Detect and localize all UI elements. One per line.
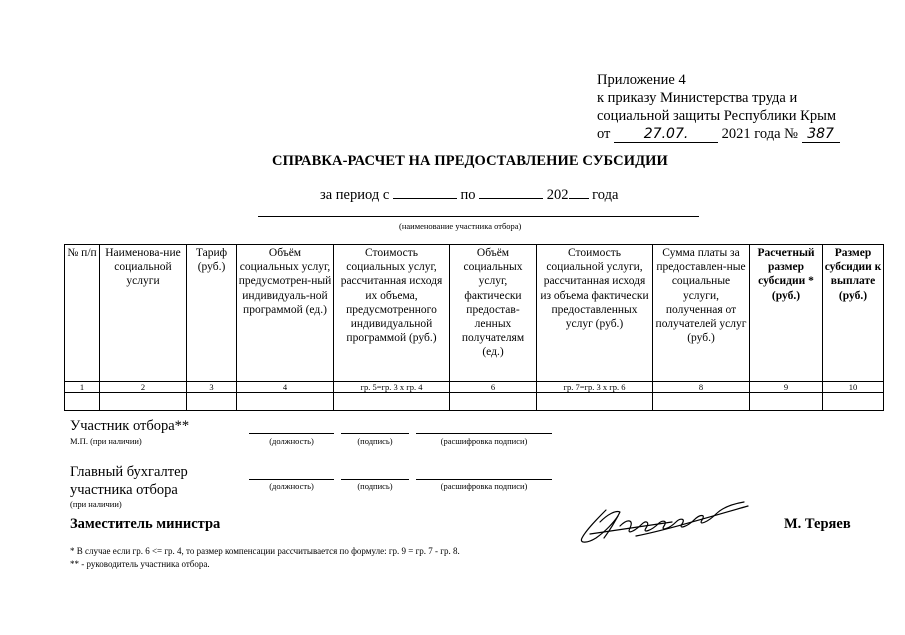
header-cell: Тариф (руб.) [187,245,237,382]
page-title: СПРАВКА-РАСЧЕТ НА ПРЕДОСТАВЛЕНИЕ СУБСИДИИ [272,153,668,169]
period-suffix: года [592,187,619,203]
accountant-position-caption: (должность) [269,481,314,491]
participant-mp: М.П. (при наличии) [70,436,142,446]
deputy-title: Заместитель министра [70,516,221,532]
participant-name-line-sig [416,433,552,434]
period-prefix: за период с [320,187,390,203]
appendix-line-2: к приказу Министерства труда и [597,90,798,106]
participant-position-line [249,433,334,434]
header-cell: Наименова-ние социальной услуги [100,245,187,382]
appendix-year-text: 2021 года № [721,126,798,142]
accountant-label-1: Главный бухгалтер [70,464,188,480]
participant-signature-caption: (подпись) [357,436,393,446]
number-cell: 1 [65,382,100,393]
period-year-blank [569,186,589,199]
appendix-date-value: 27.07. [614,127,718,143]
empty-cell [653,393,750,411]
period-to-blank [479,186,543,199]
empty-cell [237,393,334,411]
footnote-2: ** - руководитель участника отбора. [70,559,210,569]
empty-cell [537,393,653,411]
number-cell: гр. 7=гр. 3 х гр. 6 [537,382,653,393]
appendix-line-4 [597,125,840,144]
accountant-position-line [249,479,334,480]
appendix-from-label: от [597,126,611,142]
number-cell: гр. 5=гр. 3 х гр. 4 [334,382,450,393]
accountant-label-2: участника отбора [70,482,178,498]
participant-fullname-caption: (расшифровка подписи) [440,436,528,446]
handwritten-signature [576,496,752,548]
deputy-name: М. Теряев [784,516,851,532]
header-cell: Объём социальных услуг, предусмотрен-ный индивидуаль-ной программой (ед.) [237,245,334,382]
number-cell: 2 [100,382,187,393]
accountant-name-line [416,479,552,480]
table-number-row [65,382,884,393]
appendix-line-1: Приложение 4 [597,72,686,88]
subsidy-table [64,244,884,411]
period-from-blank [393,186,457,199]
period-line [320,186,618,204]
accountant-fullname-caption: (расшифровка подписи) [440,481,528,491]
number-cell: 3 [187,382,237,393]
empty-cell [65,393,100,411]
number-cell: 10 [823,382,884,393]
header-cell: Объём социальных услуг, фактически предостав-ленных получателям (ед.) [450,245,537,382]
participant-name-caption: (наименование участника отбора) [399,221,522,231]
participant-position-caption: (должность) [269,436,314,446]
number-cell: 8 [653,382,750,393]
table-header-row [65,245,884,382]
empty-cell [334,393,450,411]
period-to: по [460,187,476,203]
header-cell: Сумма платы за предоставлен-ные социальные услуги, полученная от получателей услуг (руб.) [653,245,750,382]
number-cell: 6 [450,382,537,393]
empty-cell [187,393,237,411]
number-cell: 9 [750,382,823,393]
accountant-note: (при наличии) [70,499,122,509]
table-empty-row [65,393,884,411]
header-cell: Стоимость социальной услуги, рассчитанная исходя из объема фактически предоставленных услуг (руб.) [537,245,653,382]
header-cell: Расчетный размер субсидии * (руб.) [750,245,823,382]
accountant-signature-line [341,479,409,480]
header-cell: № п/п [65,245,100,382]
participant-name-line [258,216,699,217]
empty-cell [750,393,823,411]
header-cell: Размер субсидии к выплате (руб.) [823,245,884,382]
appendix-line-3: социальной защиты Республики Крым [597,108,837,124]
empty-cell [450,393,537,411]
period-year: 202 [546,187,569,203]
footnote-1: * В случае если гр. 6 <= гр. 4, то размер компенсации рассчитывается по формуле: гр. 9 = гр. 7 - гр. 8. [70,546,460,556]
number-cell: 4 [237,382,334,393]
accountant-signature-caption: (подпись) [357,481,393,491]
empty-cell [100,393,187,411]
participant-signature-line [341,433,409,434]
appendix-number-value: 387 [802,127,840,143]
header-cell: Стоимость социальных услуг, рассчитанная исходя их объема, предусмотренного индивидуальной программой (руб.) [334,245,450,382]
participant-label: Участник отбора** [70,418,190,434]
empty-cell [823,393,884,411]
